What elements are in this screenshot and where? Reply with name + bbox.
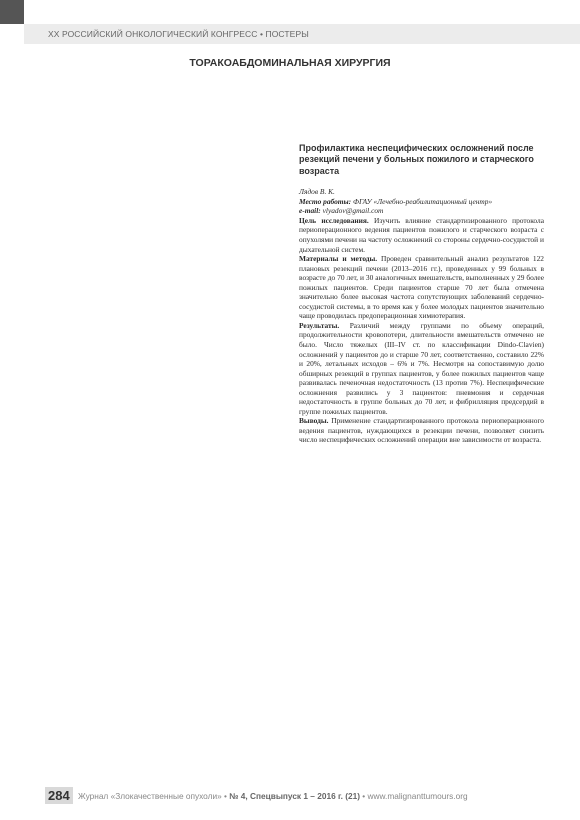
conclusions-text: Применение стандартизированного протокола периоперационного ведения пациентов, нуждающихся в резекции печени, позволяет снизить число неспецифических осложнений операции вне зависимости от возраста. [299, 416, 544, 445]
results-label: Результаты. [299, 320, 340, 330]
abstract-conclusions [299, 416, 544, 445]
aim-label: Цель исследования. [299, 215, 369, 225]
page-footer [48, 789, 568, 803]
aim-text: Изучить влияние стандартизированного протокола периоперационного ведения пациентов пожилого и старческого возраста с опухолями печени на частоту осложнений со стороны сердечно-сосудистой и дыхательной систем. [299, 215, 544, 254]
methods-text: Проведен сравнительный анализ результатов 122 плановых резекций печени (2013–2016 гг.), проведенных у 99 больных в возрасте до 70 лет, и 30 аналогичных вмешательств, выполненных у 29 более пожилых пациентов. Среди пациентов старше 70 лет была отмечена значительно более высокая частота сопутствующих заболеваний сердечно-сосудистой системы, в то время как у более молодых пациентов значительно чаще проводилась предоперационная химиотерапия. [299, 254, 544, 321]
conclusions-label: Выводы. [299, 416, 329, 426]
methods-label: Материалы и методы. [299, 254, 378, 264]
affiliation-value: ФГАУ «Лечебно-реабилитационный центр» [353, 196, 493, 206]
footer-journal-line: Журнал «Злокачественные опухоли» • № 4, Спецвыпуск 1 – 2016 г. (21) • www.malignanttumours.org [78, 791, 468, 801]
article-author: Лядов В. К. [299, 187, 335, 197]
email-value: vlyadov@gmail.com [322, 206, 384, 216]
footer-journal: Журнал «Злокачественные опухоли» [78, 791, 222, 801]
footer-url: www.malignanttumours.org [367, 791, 468, 801]
abstract-methods [299, 254, 544, 321]
article [299, 143, 544, 445]
abstract-aim [299, 216, 544, 254]
article-title: Профилактика неспецифических осложнений после резекций печени у больных пожилого и старческого возраста [299, 143, 534, 176]
email-label: e-mail: [299, 206, 321, 216]
abstract-results [299, 321, 544, 416]
running-header: XX РОССИЙСКИЙ ОНКОЛОГИЧЕСКИЙ КОНГРЕСС • ПОСТЕРЫ [48, 29, 309, 39]
article-email [299, 206, 544, 216]
results-text: Различий между группами по объему операций, продолжительности кровопотери, длительности вмешательств отмечено не было. Число тяжелых (III–IV ст. по классификации Dindo-Clavien) осложнений у пациентов до и старше 70 лет, соответственно, составило 22% и 20%, летальных исходов – 6% и 7%. Несмотря на сопоставимую долю обширных резекций в группах пациентов, у более пожилых пациентов чаще развивалась печеночная недостаточность (13 против 7%). Неспецифические осложнения развились у 3 пациентов: пневмония и сердечная недостаточность в группе больных до 70 лет, и фибрилляция предсердий в группе пожилых пациентов. [299, 320, 544, 416]
affiliation-label: Место работы: [299, 196, 352, 206]
corner-block [0, 0, 24, 24]
article-affiliation [299, 197, 544, 207]
page-number: 284 [45, 787, 73, 804]
footer-issue: № 4, Спецвыпуск 1 – 2016 г. (21) [229, 791, 360, 801]
section-title: ТОРАКОАБДОМИНАЛЬНАЯ ХИРУРГИЯ [189, 57, 391, 69]
